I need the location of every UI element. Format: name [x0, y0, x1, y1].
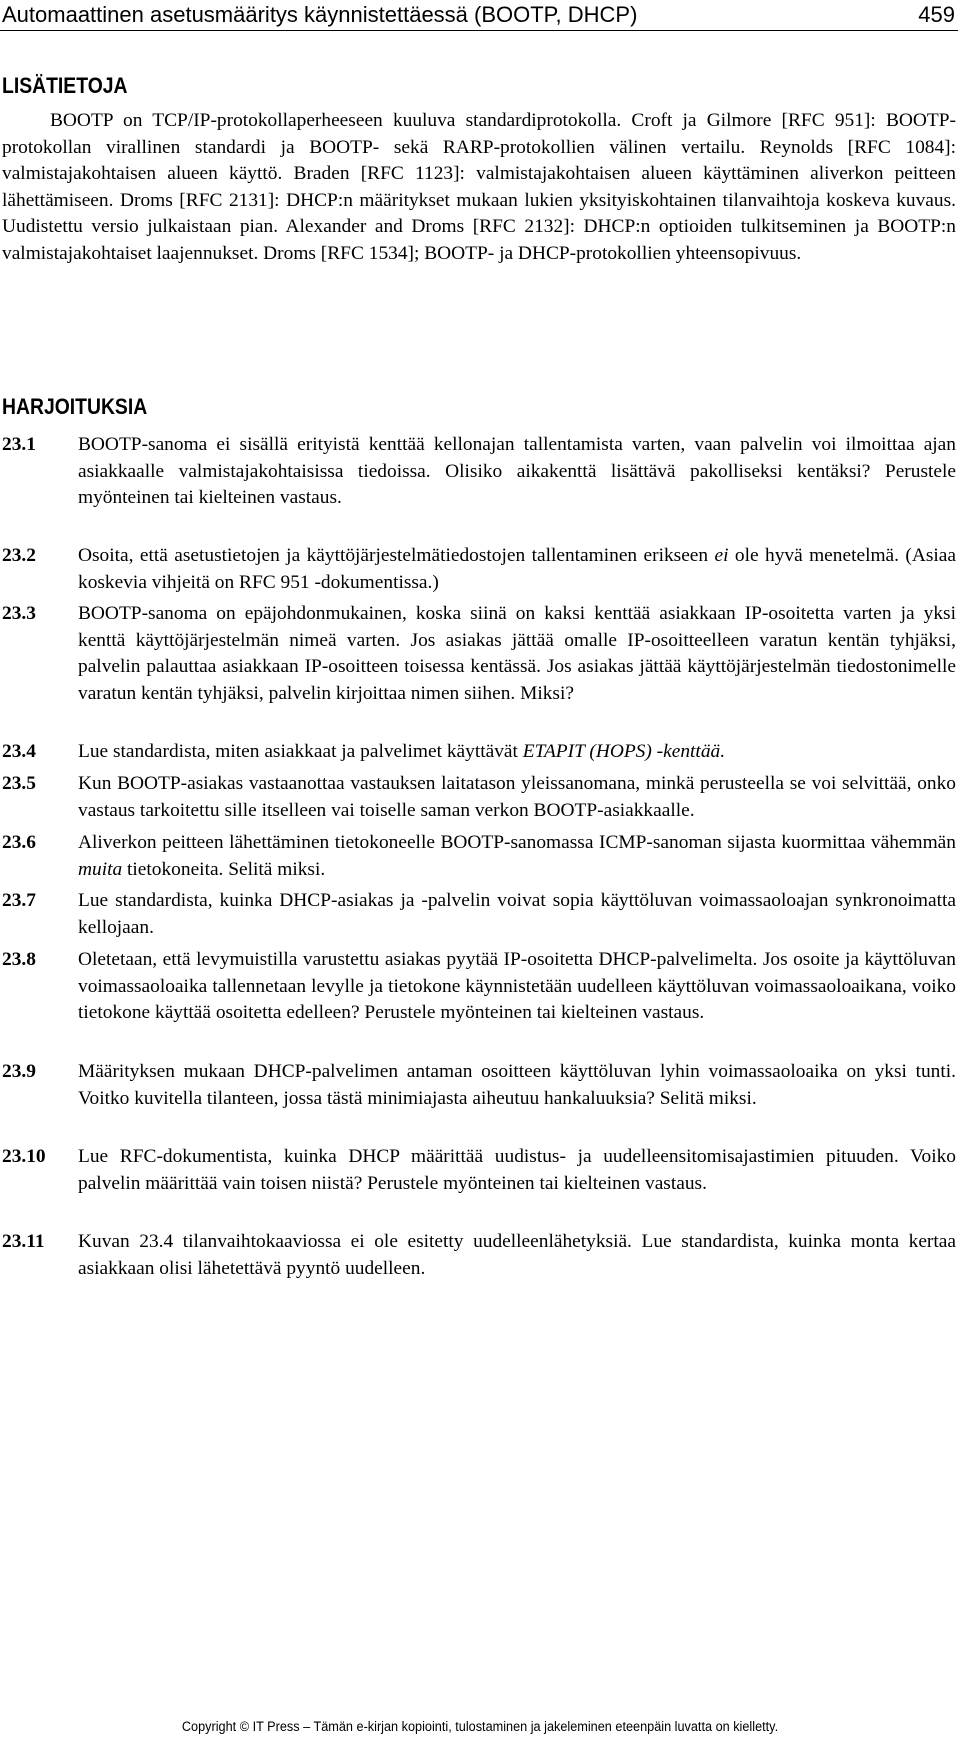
exercise-text: Aliverkon peitteen lähettäminen tietokoneelle BOOTP-sanomassa ICMP-sanoman sijasta kuormittaa vähemmän muita tietokoneita. Selitä miksi. — [78, 832, 956, 880]
emphasis: muita — [78, 858, 123, 880]
emphasis: ETAPIT (HOPS) -kenttää. — [522, 741, 726, 762]
exercise-number: 23.5 — [2, 773, 36, 794]
exercise-number: 23.1 — [2, 434, 36, 455]
exercise-text: BOOTP-sanoma ei sisällä erityistä kenttää kellonajan tallentamista varten, vaan palvelin voi ilmoittaa ajan asiakkaalle valmistajakohtaisissa tiedoissa. Olisiko aikakenttä lisättävä pakolliseksi kentäksi? Perustele myönteinen tai kielteinen vastaus. — [78, 434, 956, 509]
exercise-text: Määrityksen mukaan DHCP-palvelimen antaman osoitteen käyttöluvan lyhin voimassaoloaika on yksi tunti. Voitko kuvitella tilanteen, jossa tästä minimiajasta aiheutuu hankaluuksia? Selitä miksi. — [78, 1061, 956, 1109]
section-heading-harjoituksia: HARJOITUKSIA — [2, 394, 148, 419]
exercise-text: Oletetaan, että levymuistilla varustettu asiakas pyytää IP-osoitetta DHCP-palvelimelta. Jos osoite ja käyttöluvan voimassaoloaika tallennetaan levylle ja tietokone käynnistetään uudelleen käyttöluvan voimassaoloaikana, voiko tietokone käyttää osoitetta edelleen? Perustele myönteinen tai kielteinen vastaus. — [78, 949, 956, 1024]
page-number: 459 — [918, 2, 955, 27]
exercise-number: 23.6 — [2, 832, 36, 853]
exercise-number: 23.11 — [2, 1231, 45, 1252]
exercise-number: 23.4 — [2, 741, 36, 762]
copyright-footer: Copyright © IT Press – Tämän e-kirjan kopiointi, tulostaminen ja jakeleminen eteenpäin luvatta on kielletty. — [181, 1719, 779, 1734]
exercise-text: Kun BOOTP-asiakas vastaanottaa vastauksen laitatason yleissanomana, minkä perusteella se voi selvittää, onko vastaus tarkoitettu sille itselleen vai toiselle saman verkon BOOTP-asiakkaalle. — [78, 773, 956, 821]
exercise-text: Lue standardista, miten asiakkaat ja palvelimet käyttävät ETAPIT (HOPS) -kenttää. — [78, 741, 726, 762]
exercise-text: Osoita, että asetustietojen ja käyttöjärjestelmätiedostojen tallentaminen erikseen ei ole hyvä menetelmä. (Asiaa koskevia vihjeitä on RFC 951 -dokumentissa.) — [78, 545, 956, 593]
exercise-text: Lue RFC-dokumentista, kuinka DHCP määrittää uudistus- ja uudelleensitomisajastimien pituuden. Voiko palvelin määrittää vain toisen niistä? Perustele myönteinen tai kielteinen vastaus. — [78, 1146, 956, 1194]
exercise-number: 23.2 — [2, 545, 36, 566]
exercise-text: Lue standardista, kuinka DHCP-asiakas ja -palvelin voivat sopia käyttöluvan voimassaoloajan synkronoimatta kellojaan. — [78, 890, 956, 938]
exercise-text: BOOTP-sanoma on epäjohdonmukainen, koska siinä on kaksi kenttää asiakkaan IP-osoitetta varten ja yksi kenttä käyttöjärjestelmän nimeä varten. Jos asiakas jättää omalle IP-osoitteelleen varatun kentän tyhjäksi, palvelin palauttaa asiakkaan IP-osoitteen toisessa kentässä. Jos asiakas jättää käyttöjärjestelmän tiedostonimelle varatun kentän tyhjäksi, palvelin kirjoittaa nimen siihen. Miksi? — [78, 603, 956, 704]
exercise-number: 23.8 — [2, 949, 36, 970]
section-heading-lisatietoja: LISÄTIETOJA — [2, 73, 128, 98]
exercise-number: 23.9 — [2, 1061, 36, 1082]
emphasis: ei — [714, 545, 729, 566]
lisatietoja-paragraph: BOOTP on TCP/IP-protokollaperheeseen kuuluva standardiprotokolla. Croft ja Gilmore [RFC 951]: BOOTP-protokollan virallinen standardi ja BOOTP- sekä RARP-protokollien välinen vertailu. Reynolds [RFC 1084]: valmistajakohtaisen alueen käyttö. Braden [RFC 1123]: valmistajakohtaisen alueen käyttäminen aliverkon peitteen lähettämiseen. Droms [RFC 2131]: DHCP:n määritykset mukaan lukien yksityiskohtainen tilanvaihtoja koskeva kuvaus. Uudistettu versio julkaistaan pian. Alexander and Droms [RFC 2132]: DHCP:n optioiden tulkitseminen ja BOOTP:n valmistajakohtaiset laajennukset. Droms [RFC 1534]; BOOTP- ja DHCP-protokollien yhteensopivuus. — [2, 110, 956, 264]
exercise-number: 23.7 — [2, 890, 36, 911]
page-header — [0, 0, 958, 31]
exercise-number: 23.10 — [2, 1146, 46, 1167]
running-title: Automaattinen asetusmääritys käynnistettäessä (BOOTP, DHCP) — [2, 2, 638, 27]
exercise-number: 23.3 — [2, 603, 36, 624]
exercise-text: Kuvan 23.4 tilanvaihtokaaviossa ei ole esitetty uudelleenlähetyksiä. Lue standardista, kuinka monta kertaa asiakkaan olisi lähetettävä pyyntö uudelleen. — [78, 1231, 956, 1279]
